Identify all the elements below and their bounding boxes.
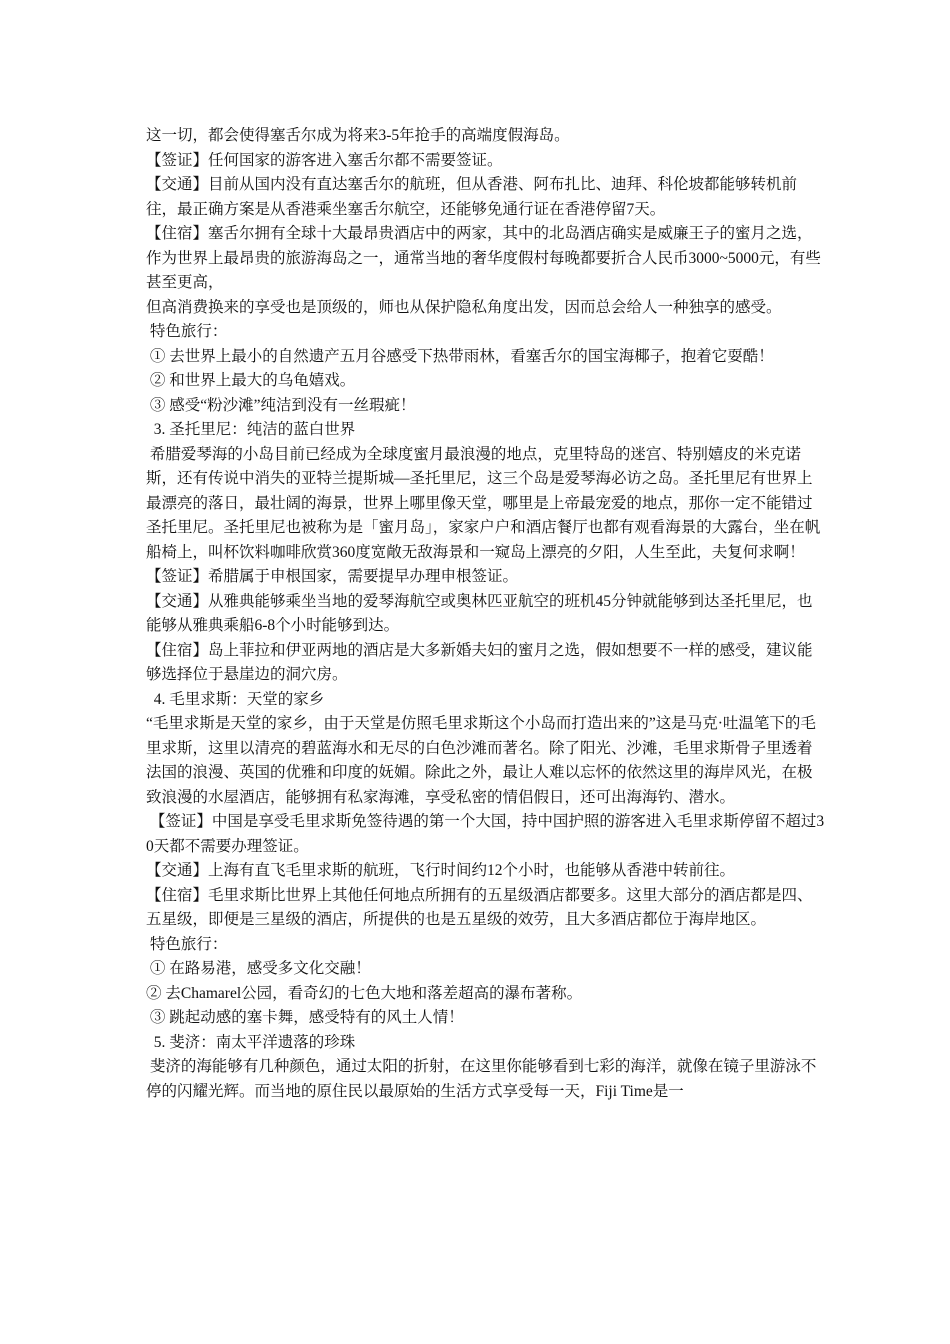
section-heading-mauritius: 4. 毛里求斯：天堂的家乡: [146, 690, 325, 708]
paragraph-santorini-transport: 【交通】从雅典能够乘坐当地的爱琴海航空或奥林匹亚航空的班机45分钟就能够到达圣托里尼，也能够从雅典乘船6-8个小时能够到达。: [146, 592, 813, 634]
paragraph-seychelles-intro-end: 这一切，都会使得塞舌尔成为将来3-5年抢手的高端度假海岛。: [146, 127, 570, 144]
list-item-seychelles-3: ③ 感受“粉沙滩”纯洁到没有一丝瑕疵！: [146, 396, 416, 414]
list-item-mauritius-3: ③ 跳起动感的塞卡舞，感受特有的风土人情！: [146, 1009, 464, 1026]
paragraph-mauritius-lodging: 【住宿】毛里求斯比世界上其他任何地点所拥有的五星级酒店都要多。这里大部分的酒店都是四、五星级，即便是三星级的酒店，所提供的也是五星级的效劳，且大多酒店都位于海岸地区。: [146, 886, 813, 928]
paragraph-mauritius-visa: 【签证】中国是享受毛里求斯免签待遇的第一个大国，持中国护照的游客进入毛里求斯停留不超过30天都不需要办理签证。: [146, 813, 825, 855]
document-body: [146, 124, 826, 1104]
section-heading-santorini: 3. 圣托里尼：纯洁的蓝白世界: [146, 421, 356, 438]
list-item-mauritius-2: ② 去Chamarel公园，看奇幻的七色大地和落差超高的瀑布著称。: [146, 984, 583, 1002]
heading-seychelles-features: 特色旅行：: [146, 323, 228, 340]
heading-mauritius-features: 特色旅行：: [146, 935, 228, 953]
paragraph-seychelles-lodging-cont: 但高消费换来的享受也是顶级的，师也从保护隐私角度出发，因而总会给人一种独享的感受。: [146, 298, 782, 316]
paragraph-fiji-intro: 斐济的海能够有几种颜色，通过太阳的折射，在这里你能够看到七彩的海洋，就像在镜子里游泳不停的闪耀光辉。而当地的原住民以最原始的生活方式享受每一天，Fiji Time是一: [146, 1058, 817, 1100]
paragraph-mauritius-transport: 【交通】上海有直飞毛里求斯的航班，飞行时间约12个小时，也能够从香港中转前往。: [146, 862, 736, 879]
list-item-seychelles-2: ② 和世界上最大的乌龟嬉戏。: [146, 372, 356, 389]
paragraph-santorini-lodging: 【住宿】岛上菲拉和伊亚两地的酒店是大多新婚夫妇的蜜月之选，假如想要不一样的感受，建议能够选择位于悬崖边的洞穴房。: [146, 641, 813, 683]
list-item-seychelles-1: ① 去世界上最小的自然遗产五月谷感受下热带雨林，看塞舌尔的国宝海椰子，抱着它耍酷！: [146, 347, 774, 365]
paragraph-mauritius-intro: “毛里求斯是天堂的家乡，由于天堂是仿照毛里求斯这个小岛而打造出来的”这是马克·吐温笔下的毛里求斯，这里以清亮的碧蓝海水和无尽的白色沙滩而著名。除了阳光、沙滩，毛里求斯骨子里透着法国的浪漫、英国的优雅和印度的妩媚。除此之外，最让人难以忘怀的依然这里的海岸风光，在极致浪漫的水屋酒店，能够拥有私家海滩，享受私密的情侣假日，还可出海海钓、潜水。: [146, 715, 816, 806]
paragraph-seychelles-transport: 【交通】目前从国内没有直达塞舌尔的航班，但从香港、阿布扎比、迪拜、科伦坡都能够转机前往，最正确方案是从香港乘坐塞舌尔航空，还能够免通行证在香港停留7天。: [146, 176, 798, 218]
paragraph-santorini-intro: 希腊爱琴海的小岛目前已经成为全球度蜜月最浪漫的地点，克里特岛的迷宫、特别嬉皮的米克诺斯，还有传说中消失的亚特兰提斯城—圣托里尼，这三个岛是爱琴海必访之岛。圣托里尼有世界上最漂亮的落日，最壮阔的海景，世界上哪里像天堂，哪里是上帝最宠爱的地点，那你一定不能错过圣托里尼。圣托里尼也被称为是「蜜月岛」，家家户户和酒店餐厅也都有观看海景的大露台，坐在帆船椅上，叫杯饮料咖啡欣赏360度宽敞无敌海景和一窥岛上漂亮的夕阳，人生至此，夫复何求啊！: [146, 445, 821, 561]
paragraph-seychelles-visa: 【签证】任何国家的游客进入塞舌尔都不需要签证。: [146, 151, 503, 169]
section-heading-fiji: 5. 斐济：南太平洋遗落的珍珠: [146, 1033, 356, 1051]
list-item-mauritius-1: ① 在路易港，感受多文化交融！: [146, 960, 371, 977]
paragraph-santorini-visa: 【签证】希腊属于申根国家，需要提早办理申根签证。: [146, 568, 519, 585]
paragraph-seychelles-lodging: 【住宿】塞舌尔拥有全球十大最昂贵酒店中的两家，其中的北岛酒店确实是威廉王子的蜜月之选，作为世界上最昂贵的旅游海岛之一，通常当地的奢华度假村每晚都要折合人民币3000~5000元，有些甚至更高，: [146, 225, 821, 291]
